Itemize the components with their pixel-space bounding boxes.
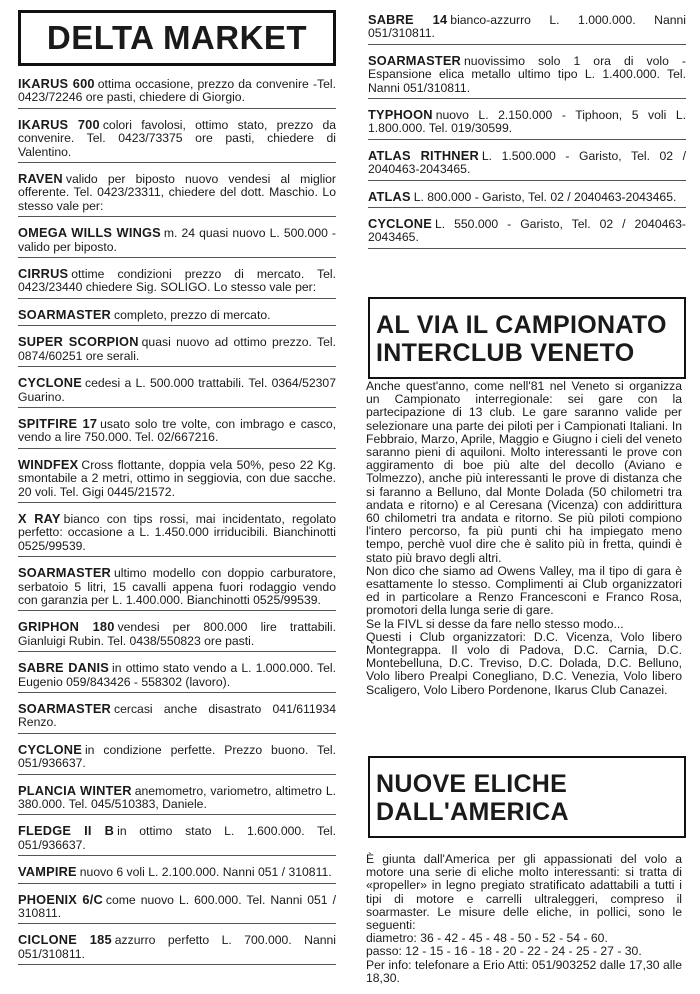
ad-item-text: valido per biposto nuovo vendesi al miglior offerente. Tel. 0423/23311, chiedere del dott. Maschio. Lo stesso vale per: [18,172,336,213]
ad-item-text: bianco con tips rossi, mai incidentato, regolato perfetto: occasione a L. 1.450.000 irriducibili. Bianchinotti 0525/99539. [18,511,337,553]
article1-headline-line2: INTERCLUB VENETO [376,339,635,367]
classified-ad [368,51,686,99]
classified-ad [18,414,336,449]
ad-item-text: nuovo L. 2.150.000 - Tiphoon, 5 voli L. 1.800.000. Tel. 019/30599. [368,108,686,136]
ad-item-text: L. 550.000 - Garisto, Tel. 02 / 2040463-2043465. [368,217,686,245]
ad-item-text: cedesi a L. 500.000 trattabili. Tel. 0364/52307 Guarino. [18,376,336,404]
ad-item-name: SOARMASTER [18,565,112,581]
ad-item-text: in condizione perfette. Prezzo buono. Tel. 051/936637. [18,742,336,771]
ad-item-name: CYCLONE [18,375,82,391]
article1-headline-box [368,297,686,379]
classified-ad [18,74,336,109]
classified-ad [18,332,336,367]
ad-item-text: m. 24 quasi nuovo L. 500.000 - valido per biposto. [18,226,336,254]
article2-body [366,853,682,985]
ad-item-name: IKARUS 600 [18,76,95,91]
classified-ad [368,214,686,249]
classified-ad [18,821,336,856]
classified-ad [368,146,686,181]
ad-item-text: come nuovo L. 600.000. Tel. Nanni 051 / 310811. [18,892,336,921]
left-ads-list [18,74,336,965]
ad-item-name: PHOENIX 6/C [18,891,103,907]
article2-paragraph: passo: 12 - 15 - 16 - 18 - 20 - 22 - 24 - 25 - 27 - 30. [366,944,642,959]
classified-ad [18,264,336,299]
article1-paragraph: Questi i Club organizzatori: D.C. Vicenza, Volo libero Montegrappa. Il volo di Padova, D.C. Carnia, D.C. Montebelluna, D.C. Treviso, D.C. Dolada, D.C. Belluno, Volo libero Prealpi Conegliano, D.C. Venezia, Volo libero Scaligero, Volo Libero Pordenone, Ikarus Club Canazei. [366,629,682,697]
ad-item-text: azzurro perfetto L. 700.000. Nanni 051/310811. [18,933,336,961]
classified-ad [18,169,336,217]
market-title-box [18,10,336,66]
classified-ad [18,115,336,163]
ad-item-text: ottima occasione, prezzo da convenire -Tel. 0423/72246 ore pasti, chiedere di Giorgio. [18,77,337,105]
article1-paragraph: Non dico che siamo ad Owens Valley, ma il tipo di gara è esattamente lo stesso. Complimenti ai Club organizzatori ed in particolare a Renzo Francesconi e Franco Rosa, promotori della lunga serie di gare. [366,563,682,618]
article2-paragraph: diametro: 36 - 42 - 45 - 48 - 50 - 52 - 54 - 60. [366,931,608,946]
classified-ad [18,509,336,557]
ad-item-name: FLEDGE II B [18,823,115,839]
ad-item-text: usato solo tre volte, con imbrago e casco, vendo a lire 750.000. Tel. 02/667216. [18,416,336,445]
ad-item-name: SUPER SCORPION [18,334,139,350]
ad-item-name: SABRE 14 [368,12,448,27]
ad-item-name: CYCLONE [368,216,432,232]
classified-ad [18,740,336,775]
market-title: DELTA MARKET [46,19,308,56]
ad-item-text: ottime condizioni prezzo di mercato. Tel. 0423/23440 chiedere Sig. SOLIGO. Lo stesso vale per: [18,267,336,295]
ad-item-text: vendesi per 800.000 lire trattabili. Gianluigi Rubin. Tel. 0438/550823 ore pasti. [18,620,336,648]
ad-item-name: IKARUS 700 [18,116,100,132]
ad-item-name: SOARMASTER [18,306,112,322]
ad-item-text: cercasi anche disastrato 041/611934 Renzo. [18,702,336,730]
ad-item-name: SABRE DANIS [18,660,110,676]
market-left-column [18,10,336,971]
ad-item-text: L. 800.000 - Garisto, Tel. 02 / 2040463-2043465. [413,189,677,204]
ad-item-text: in ottimo stato vendo a L. 1.000.000. Tel. Eugenio 059/843426 - 558302 (lavoro). [18,661,337,689]
classified-ad [18,930,336,965]
ad-item-text: Cross flottante, doppia vela 50%, peso 22 Kg. smontabile a 2 metri, ottimo in seggiovia, con due sacche. 20 voli. Tel. Gigi 0445/21572. [18,457,336,499]
classified-ad [18,781,336,816]
classified-ad [18,862,336,883]
classified-ad [18,890,336,925]
classified-ad [18,305,336,326]
ad-item-name: TYPHOON [368,107,433,123]
classified-ad [18,223,336,258]
ad-item-name: ATLAS RITHNER [368,147,479,163]
article2-headline-box [368,756,686,838]
market-right-column [368,10,686,255]
ad-item-text: in ottimo stato L. 1.600.000. Tel. 051/936637. [18,824,336,852]
ad-item-name: CICLONE 185 [18,932,112,948]
ad-item-name: RAVEN [18,171,63,187]
ad-item-text: colori favolosi, ottimo stato, prezzo da convenire. Tel. 0423/73375 ore pasti, chiedere di Valentino. [18,117,336,159]
article1-body [366,380,682,697]
ad-item-text: L. 1.500.000 - Garisto, Tel. 02 / 2040463-2043465. [368,148,686,177]
classified-ad [368,10,686,45]
ad-item-text: ultimo modello con doppio carburatore, serbatoio 5 litri, 15 cavalli appena fuori rodaggio vendo con garanzia per L. 1.400.000. Bianchinotti 0525/99539. [18,566,336,607]
article2-paragraph: Per info: telefonare a Erio Atti: 051/903252 dalle 17,30 alle 18,30. [366,957,682,985]
ad-item-name: GRIPHON 180 [18,619,115,635]
ad-item-name: CIRRUS [18,266,69,282]
ad-item-text: completo, prezzo di mercato. [114,307,271,322]
ad-item-text: quasi nuovo ad ottimo prezzo. Tel. 0874/60251 ore serali. [18,335,337,363]
ad-item-text: nuovissimo solo 1 ora di volo -Espansione elica metallo ultimo tipo L. 1.400.000. Tel. Nanni 051/310811. [368,53,686,95]
ad-item-name: X RAY [18,510,61,526]
classified-ad [368,187,686,208]
ad-item-name: WINDFEX [18,456,79,472]
article1-paragraph: Se la FIVL si desse da fare nello stesso modo... [366,616,624,631]
article2-headline-line2: DALL'AMERICA [376,798,569,826]
ad-item-name: ATLAS [368,188,411,204]
ad-item-name: SOARMASTER [368,52,462,68]
article2-paragraph: È giunta dall'America per gli appassionati del volo a motore una serie di eliche molto interessanti: si tratta di «propeller» in legno pregiato stratificato adattabili a tutti i tipi di motore e carrelli ultraleggeri, compreso il soarmaster. Le misure delle eliche, in pollici, sono le seguenti: [366,852,682,933]
classified-ad [368,105,686,140]
ad-item-name: SOARMASTER [18,701,112,716]
classified-ad [18,617,336,652]
classified-ad [18,563,336,611]
ad-item-name: VAMPIRE [18,864,77,880]
ad-item-name: OMEGA WILLS WINGS [18,225,161,241]
article1-headline-line1: AL VIA IL CAMPIONATO [376,311,667,339]
classified-ad [18,699,336,734]
classified-ad [18,455,336,503]
ad-item-name: PLANCIA WINTER [18,782,132,798]
article2-headline-line1: NUOVE ELICHE [376,770,568,798]
article1-paragraph: Anche quest'anno, come nell'81 nel Veneto si organizza un Campionato interregionale: sei gare con la partecipazione di 13 club. Le gare saranno valide per selezionare una parte dei piloti per i Campionati Italiani. In Febbraio, Marzo, Aprile, Maggio e Giugno i cieli del veneto saranno pieni di aquiloni. Molto interessanti le prove con aggiramento di boe più alte del decollo (Aviano e Tolmezzo), anche più interessanti le prove di distanza che si faranno a Belluno, dal Monte Dolada (50 chilometri tra andata e ritorno) e al Ceresana (Vicenza) con addirittura 60 chilometri tra andata e ritorno. Se più piloti compiono l'intero percorso, fa più punti chi ha impiegato meno tempo, perchè vuol dire che è salito più in fretta, quindi è stato più bravo degli altri. [366,379,682,565]
ad-item-name: SPITFIRE 17 [18,415,98,431]
classified-ad [18,658,336,693]
right-ads-list [368,10,686,249]
ad-item-text: bianco-azzurro L. 1.000.000. Nanni 051/310811. [368,13,686,41]
ad-item-name: CYCLONE [18,741,82,757]
ad-item-text: anemometro, variometro, altimetro L. 380.000. Tel. 045/510383, Daniele. [18,783,336,812]
ad-item-text: nuovo 6 voli L. 2.100.000. Nanni 051 / 310811. [79,865,332,880]
classified-ad [18,373,336,408]
